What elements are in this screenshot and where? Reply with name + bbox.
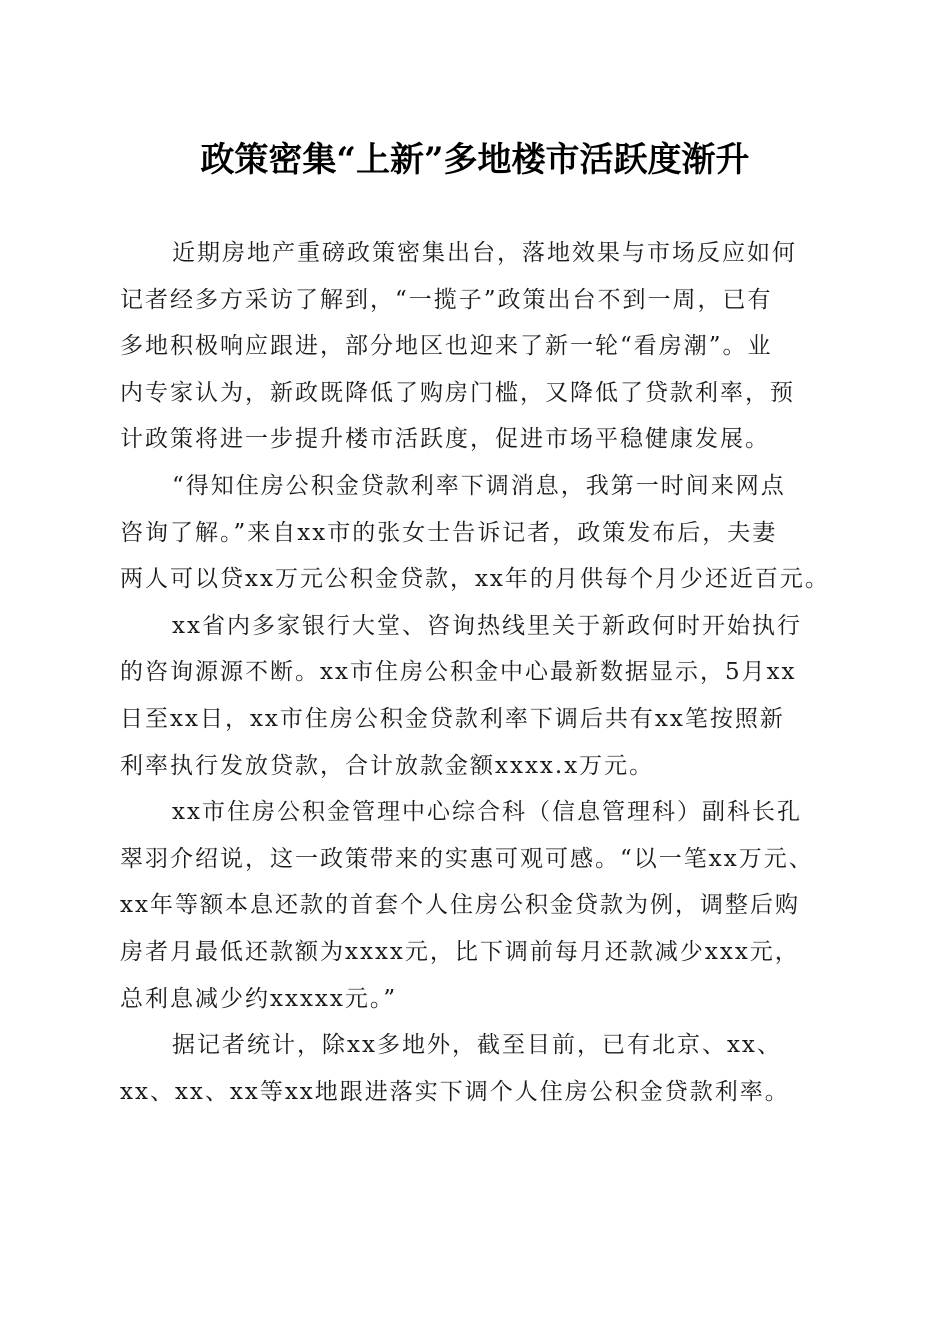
paragraph-line: 咨询了解。”来自xx市的张女士告诉记者，政策发布后，夫妻 (120, 519, 778, 546)
paragraph-line: 据记者统计，除xx多地外，截至目前，已有北京、xx、 (172, 1032, 782, 1059)
paragraph-3 (120, 603, 830, 789)
paragraph-4 (120, 789, 830, 1022)
paragraph-line: 总利息减少约xxxxx元。” (120, 985, 398, 1012)
paragraph-line: “得知住房公积金贷款利率下调消息，我第一时间来网点 (172, 472, 786, 499)
paragraph-line: 利率执行发放贷款，合计放款金额xxxx.x万元。 (120, 752, 655, 779)
paragraph-1 (120, 230, 830, 463)
paragraph-line: 近期房地产重磅政策密集出台，落地效果与市场反应如何 (172, 240, 797, 266)
paragraph-line: 计政策将进一步提升楼市活跃度，促进市场平稳健康发展。 (120, 426, 770, 453)
paragraph-line: 两人可以贷xx万元公积金贷款，xx年的月供每个月少还近百元。 (120, 566, 830, 593)
paragraph-line: 多地积极响应跟进，部分地区也迎来了新一轮“看房潮”。业 (120, 333, 773, 360)
paragraph-line: 房者月最低还款额为xxxx元，比下调前每月还款减少xxx元， (120, 938, 800, 965)
paragraph-5 (120, 1022, 830, 1115)
paragraph-line: 记者经多方采访了解到，“一揽子”政策出台不到一周，已有 (120, 286, 773, 313)
paragraph-line: 日至xx日，xx市住房公积金贷款利率下调后共有xx笔按照新 (120, 705, 785, 732)
paragraph-line: 内专家认为，新政既降低了购房门槛，又降低了贷款利率，预 (120, 379, 795, 406)
paragraph-line: xx年等额本息还款的首套个人住房公积金贷款为例，调整后购 (120, 892, 800, 919)
paragraph-2 (120, 463, 830, 603)
paragraph-line: xx市住房公积金管理中心综合科（信息管理科）副科长孔 (172, 799, 802, 826)
paragraph-line: xx省内多家银行大堂、咨询热线里关于新政何时开始执行 (172, 612, 802, 639)
document-body (120, 230, 830, 1115)
document-title: 政策密集“上新”多地楼市活跃度渐升 (200, 140, 750, 180)
paragraph-line: 的咨询源源不断。xx市住房公积金中心最新数据显示，5月xx (120, 659, 797, 686)
paragraph-line: xx、xx、xx等xx地跟进落实下调个人住房公积金贷款利率。 (120, 1078, 790, 1105)
paragraph-line: 翠羽介绍说，这一政策带来的实惠可观可感。“以一笔xx万元、 (120, 845, 814, 872)
